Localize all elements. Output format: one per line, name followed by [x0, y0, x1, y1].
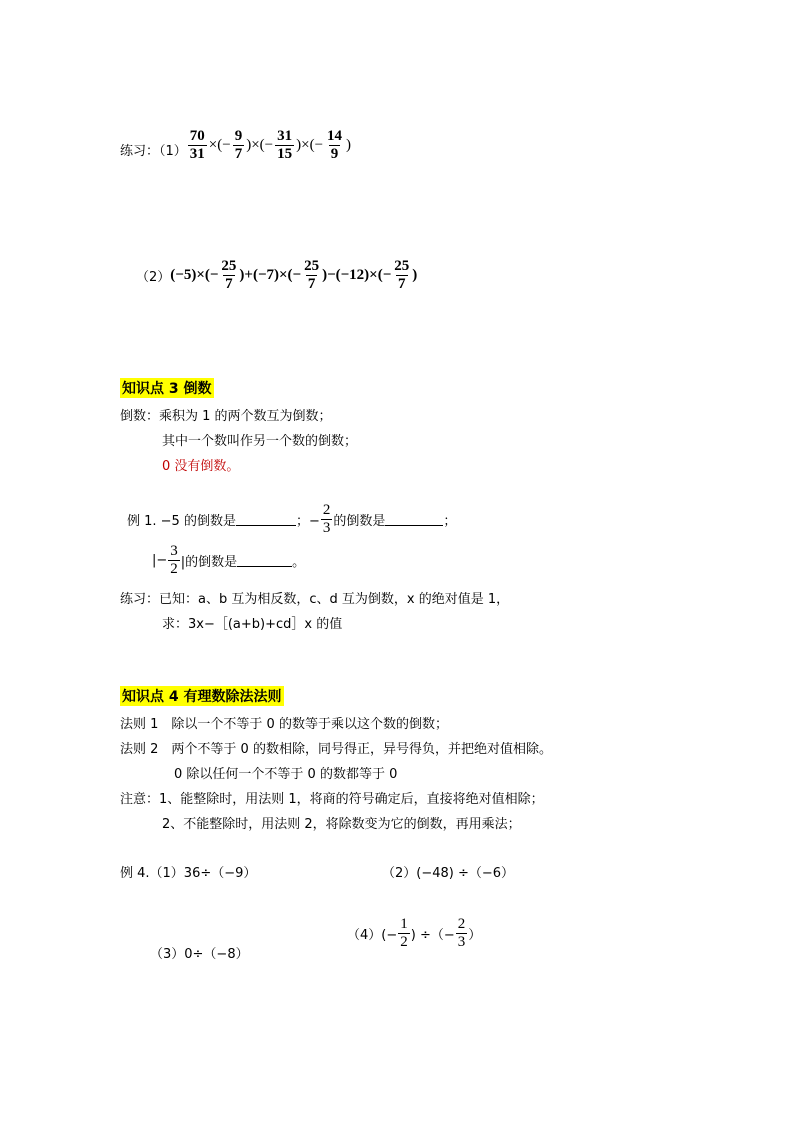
- example-1-text: 例 1. −5 的倒数是: [127, 514, 236, 529]
- example-4-2: （2）(−48) ÷（−6）: [382, 866, 515, 881]
- example-4-4-text: ）: [468, 928, 482, 943]
- fraction: $\frac{25}{7}$: [304, 258, 320, 292]
- expression-term: ): [412, 267, 418, 283]
- example-4-4-text: ) ÷（−: [410, 928, 455, 943]
- example-1-end: 。: [292, 555, 306, 570]
- exercise-1-label: 练习：（1）: [120, 144, 187, 159]
- example-1-separator: ；−: [295, 514, 320, 529]
- exercise-2: [136, 258, 417, 293]
- exercise-2-label: （2）: [136, 270, 171, 285]
- fraction: $\frac{3}{2}$: [170, 543, 178, 577]
- operator: ×(−: [208, 137, 231, 153]
- expression-term: (−5)×(−: [170, 267, 219, 283]
- reciprocal-definition: 倒数：乘积为 1 的两个数互为倒数；: [120, 409, 332, 424]
- zero-note: 0 没有倒数。: [162, 459, 240, 474]
- practice-line-2: 求：3x−［(a+b)+cd］x 的值: [162, 617, 343, 632]
- division-rule-2-zero: 0 除以任何一个不等于 0 的数都等于 0: [174, 767, 398, 782]
- section-3-heading: 知识点 3 倒数: [120, 378, 214, 398]
- answer-blank: [385, 513, 443, 526]
- division-rule-1: 法则 1 除以一个不等于 0 的数等于乘以这个数的倒数；: [120, 717, 448, 732]
- example-4-4: [347, 916, 481, 951]
- absolute-value-open: |−: [152, 553, 168, 568]
- operator: )×(−: [296, 137, 324, 153]
- fraction: $\frac{2}{3}$: [322, 502, 331, 536]
- fraction: $\frac{14}{9}$: [327, 128, 343, 162]
- fraction: $\frac{9}{7}$: [234, 128, 243, 162]
- fraction: $\frac{1}{2}$: [400, 916, 408, 950]
- fraction: $\frac{25}{7}$: [221, 258, 237, 292]
- fraction: $\frac{25}{7}$: [394, 258, 410, 292]
- exercise-1: [120, 128, 352, 163]
- section-4-heading: 知识点 4 有理数除法法则: [120, 686, 284, 706]
- example-1: [127, 502, 456, 537]
- note-1: 注意：1、能整除时，用法则 1，将商的符号确定后，直接将绝对值相除；: [120, 792, 544, 807]
- division-rule-2: 法则 2 两个不等于 0 的数相除，同号得正，异号得负，并把绝对值相除。: [120, 742, 552, 757]
- example-1-text: |的倒数是: [180, 555, 238, 570]
- expression-term: )+(−7)×(−: [239, 267, 302, 283]
- answer-blank: [236, 513, 296, 526]
- example-4-4-text: （4）(−: [347, 928, 398, 943]
- example-1-text: 的倒数是: [333, 514, 386, 529]
- note-2: 2、不能整除时，用法则 2，将除数变为它的倒数，再用乘法；: [162, 817, 521, 832]
- fraction: $\frac{2}{3}$: [457, 916, 466, 950]
- expression-term: )−(−12)×(−: [322, 267, 392, 283]
- answer-blank: [237, 554, 292, 567]
- practice-line-1: 练习：已知：a、b 互为相反数，c、d 互为倒数，x 的绝对值是 1，: [120, 592, 510, 607]
- example-4-3: （3）0÷（−8）: [150, 947, 249, 962]
- example-4-1: 例 4.（1）36÷（−9）: [120, 866, 257, 881]
- fraction: $\frac{31}{15}$: [277, 128, 293, 162]
- example-1-part-2: [152, 543, 305, 578]
- reciprocal-definition-2: 其中一个数叫作另一个数的倒数；: [162, 434, 358, 449]
- operator: ): [346, 137, 352, 153]
- example-1-end: ；: [443, 514, 457, 529]
- fraction: $\frac{70}{31}$: [189, 128, 205, 162]
- operator: )×(−: [246, 137, 274, 153]
